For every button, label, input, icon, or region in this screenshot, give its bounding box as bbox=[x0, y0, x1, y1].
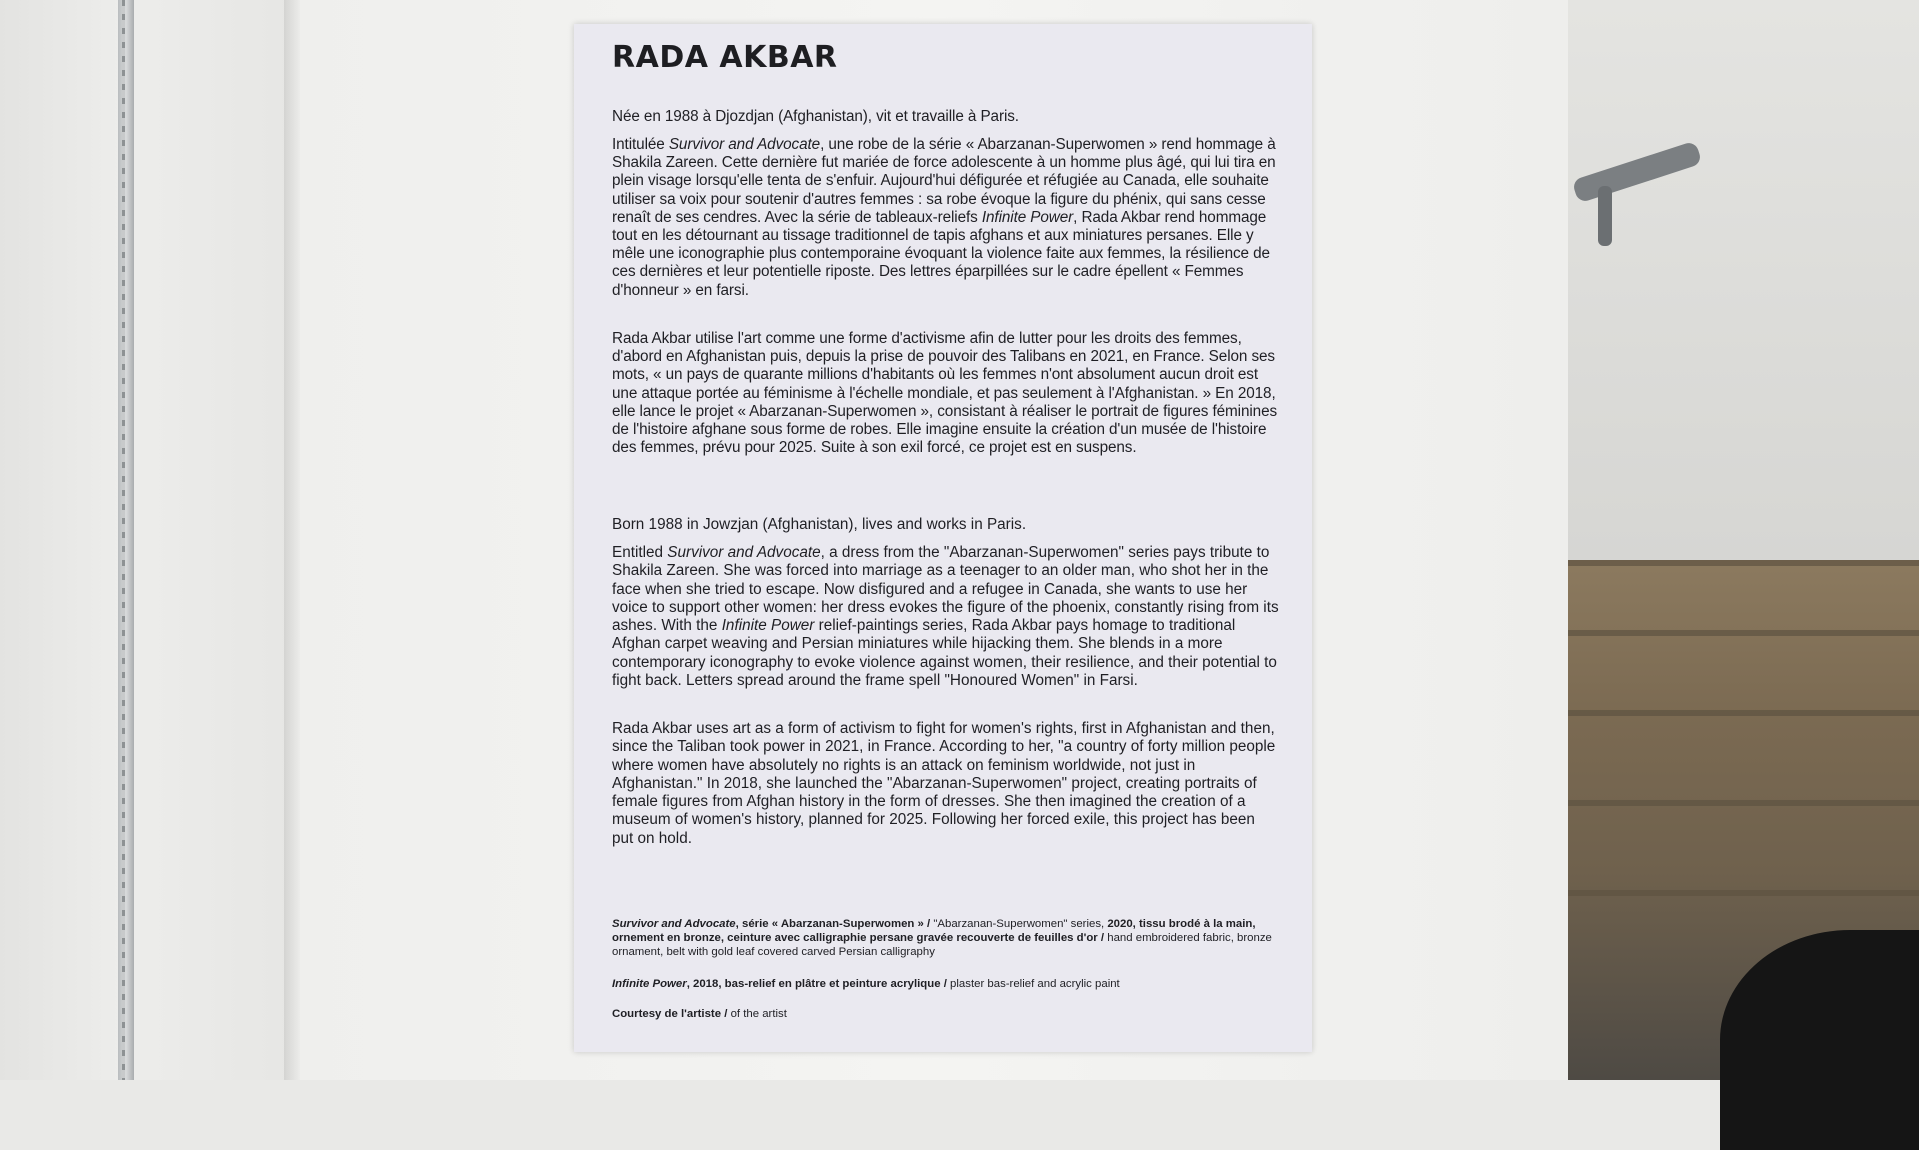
handrail-bracket bbox=[1598, 186, 1612, 246]
en-paragraph-2: Rada Akbar uses art as a form of activism to fight for women's rights, first in Afghanistan and then, since the Taliban took power in 2021, in France. According to her, "a country of forty million people where women have absolutely no rights is an attack on feminism worldwide, not just in Afghanistan." In 2018, she launched the "Abarzanan-Superwomen" project, creating portraits of female figures from Afghan history in the form of dresses. She then imagined the creation of a museum of women's history, planned for 2025. Following her forced exile, this project has been put on hold. bbox=[612, 720, 1276, 847]
en-bio: Born 1988 in Jowzjan (Afghanistan), lives and works in Paris. bbox=[612, 516, 1027, 533]
stairwell-wall bbox=[1568, 0, 1919, 560]
artwork-label-placard bbox=[574, 24, 1312, 1052]
credit-infinite-power: Infinite Power, 2018, bas-relief en plâtre et peinture acrylique / plaster bas-relief and acrylic paint bbox=[612, 978, 1120, 990]
credit-courtesy: Courtesy de l'artiste / of the artist bbox=[612, 1008, 787, 1020]
fr-paragraph-1: Intitulée Survivor and Advocate, une robe de la série « Abarzanan-Superwomen » rend hommage à Shakila Zareen. Cette dernière fut mariée de force adolescente à un homme plus âgé, qui lui tira en plein visage lorsqu'elle tenta de s'enfuir. Aujourd'hui défigurée et réfugiée au Canada, elle souhaite utiliser sa voix pour soutenir d'autres femmes : sa robe évoque la figure du phénix, qui sans cesse renaît de ses cendres. Avec la série de tableaux-reliefs Infinite Power, Rada Akbar rend hommage tout en les détournant au tissage traditionnel de tapis afghans et aux miniatures persanes. Elle y mêle une iconographie plus contemporaine évoquant la violence faite aux femmes, la résilience de ces dernières et leur potentielle riposte. Des lettres éparpillées sur le cadre épellent « Femmes d'honneur » en farsi. bbox=[612, 136, 1276, 299]
fr-bio: Née en 1988 à Djozdjan (Afghanistan), vit et travaille à Paris. bbox=[612, 108, 1019, 125]
en-paragraph-1: Entitled Survivor and Advocate, a dress from the "Abarzanan-Superwomen" series pays tribute to Shakila Zareen. She was forced into marriage as a teenager to an older man, who shot her in the face when she tried to escape. Now disfigured and a refugee in Canada, she wants to use her voice to support other women: her dress evokes the figure of the phoenix, constantly rising from its ashes. With the Infinite Power relief-paintings series, Rada Akbar pays homage to traditional Afghan carpet weaving and Persian miniatures while hijacking them. She blends in a more contemporary iconography to evoke violence against women, their resilience, and their potential to fight back. Letters spread around the frame spell "Honoured Women" in Farsi. bbox=[612, 544, 1279, 690]
stairwell bbox=[1568, 0, 1919, 1080]
credit-survivor-and-advocate: Survivor and Advocate, série « Abarzanan-Superwomen » / "Abarzanan-Superwomen" series, 2020, tissu brodé à la main, ornement en bronze, ceinture avec calligraphie persane gravée recouverte de feuilles d'or / hand embroidered fabric, bronze ornament, belt with gold leaf covered carved Persian calligraphy bbox=[612, 918, 1272, 958]
left-wall bbox=[0, 0, 300, 1080]
fr-paragraph-2: Rada Akbar utilise l'art comme une forme d'activisme afin de lutter pour les droits des femmes, d'abord en Afghanistan puis, depuis la prise de pouvoir des Talibans en 2021, en France. Selon ses mots, « un pays de quarante millions d'habitants où les femmes n'ont absolument aucun droit est une attaque portée au féminisme à l'échelle mondiale, et pas seulement à l'Afghanistan. » En 2018, elle lance le projet « Abarzanan-Superwomen », consistant à réaliser le portrait de figures féminines de l'histoire afghane sous forme de robes. Elle imagine ensuite la création d'un musée de l'histoire des femmes, prévu pour 2025. Suite à son exil forcé, ce projet est en suspens. bbox=[612, 330, 1278, 457]
artist-name: RADA AKBAR bbox=[612, 40, 838, 75]
door-frame bbox=[118, 0, 134, 1080]
